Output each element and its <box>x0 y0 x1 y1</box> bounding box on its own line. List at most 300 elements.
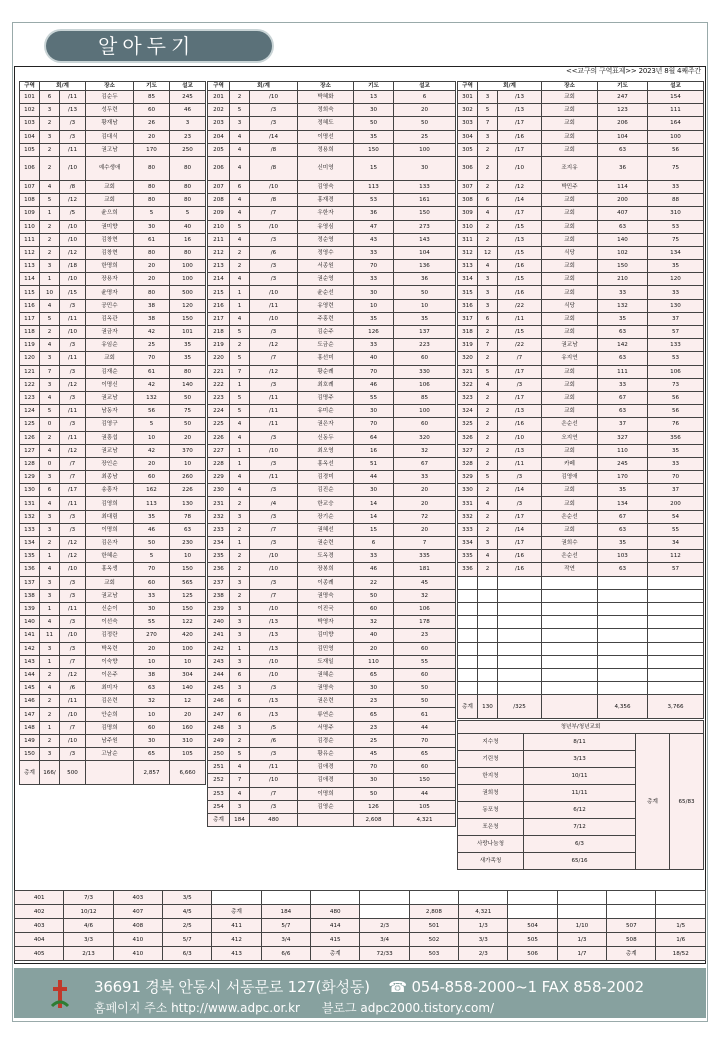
table-row <box>208 391 456 404</box>
prayer-cell: 6 <box>354 537 394 550</box>
prayer-cell: 5 <box>134 418 170 431</box>
sermon-cell: 70 <box>394 734 456 747</box>
total-cell: /10 <box>250 91 298 104</box>
prayer-cell: 44 <box>354 471 394 484</box>
empty-cell <box>542 682 598 695</box>
prayer-cell: 30 <box>134 220 170 233</box>
prayer-cell: 50 <box>354 117 394 130</box>
header-row <box>20 82 206 91</box>
footer-web <box>94 999 494 1016</box>
total-cell: /11 <box>60 431 86 444</box>
empty-cell <box>542 589 598 602</box>
sermon-cell: 154 <box>648 91 704 104</box>
empty-row <box>458 616 704 629</box>
table-row <box>458 104 704 117</box>
total-cell: /12 <box>60 378 86 391</box>
zone-cell: 228 <box>208 457 230 470</box>
place-cell: 공민수 <box>86 299 134 312</box>
sermon-cell: 106 <box>394 602 456 615</box>
count-cell: 5 <box>478 104 498 117</box>
place-cell: 장용자 <box>86 273 134 286</box>
place-cell: 김은자 <box>86 537 134 550</box>
total-cell: /13 <box>498 444 542 457</box>
sermon-cell: 50 <box>394 682 456 695</box>
total-cell: /3 <box>250 537 298 550</box>
place-cell: 교회 <box>542 220 598 233</box>
zone-cell: 223 <box>208 391 230 404</box>
prayer-cell: 35 <box>598 312 648 325</box>
bottom-zone-cell: 413 <box>212 947 261 961</box>
bottom-value-cell: 6/6 <box>261 947 310 961</box>
prayer-cell: 10 <box>134 431 170 444</box>
prayer-cell: 55 <box>354 391 394 404</box>
total-cell: /17 <box>498 207 542 220</box>
empty-cell <box>458 668 478 681</box>
count-cell: 1 <box>230 378 250 391</box>
total-cell: /10 <box>250 444 298 457</box>
empty-cell <box>458 682 478 695</box>
count-cell: 1 <box>40 273 60 286</box>
bottom-value-cell <box>557 905 606 919</box>
table-row <box>208 326 456 339</box>
count-cell: 1 <box>40 550 60 563</box>
zone-cell: 143 <box>20 655 40 668</box>
empty-cell <box>458 616 478 629</box>
count-cell: 4 <box>230 143 250 156</box>
zone-cell: 302 <box>458 104 478 117</box>
table-row <box>20 721 206 734</box>
sermon-cell: 34 <box>648 537 704 550</box>
total-cell: /10 <box>250 312 298 325</box>
zone-cell: 106 <box>20 156 40 180</box>
place-cell: 남주원 <box>86 734 134 747</box>
zone-cell: 120 <box>20 352 40 365</box>
sermon-cell: 37 <box>648 484 704 497</box>
bottom-value-cell: 5/7 <box>261 919 310 933</box>
total-cell: /7 <box>60 471 86 484</box>
count-cell: 6 <box>40 484 60 497</box>
count-cell: 5 <box>230 104 250 117</box>
count-cell: 1 <box>230 457 250 470</box>
department-row <box>458 734 704 751</box>
empty-row <box>458 602 704 615</box>
total-cell: /3 <box>498 378 542 391</box>
zone-cell: 202 <box>208 104 230 117</box>
place-cell: 서종원 <box>298 260 354 273</box>
sermon-cell: 330 <box>394 365 456 378</box>
total-value <box>86 761 134 785</box>
prayer-cell: 30 <box>134 602 170 615</box>
table-row <box>208 761 456 774</box>
zone-cell: 247 <box>208 708 230 721</box>
count-cell: 2 <box>40 734 60 747</box>
total-cell: /8 <box>250 194 298 207</box>
total-cell: /3 <box>250 682 298 695</box>
place-cell: 김경순 <box>298 734 354 747</box>
total-cell: /11 <box>60 312 86 325</box>
place-cell: 교회 <box>542 91 598 104</box>
count-cell: 4 <box>230 787 250 800</box>
zone-cell: 336 <box>458 563 478 576</box>
table-row <box>208 510 456 523</box>
total-cell: /3 <box>60 130 86 143</box>
table-row <box>20 286 206 299</box>
zone-cell: 226 <box>208 431 230 444</box>
bottom-zone-cell: 501 <box>409 919 458 933</box>
zone-cell: 236 <box>208 563 230 576</box>
bottom-zone-cell: 505 <box>508 933 557 947</box>
table-row <box>458 326 704 339</box>
place-cell: 교회 <box>542 143 598 156</box>
empty-cell <box>498 576 542 589</box>
zone-cell: 204 <box>208 130 230 143</box>
prayer-cell: 80 <box>134 286 170 299</box>
count-cell: 7 <box>230 774 250 787</box>
total-cell: /3 <box>60 589 86 602</box>
total-label: 총계 <box>20 761 40 785</box>
prayer-cell: 33 <box>354 246 394 259</box>
prayer-cell: 40 <box>354 629 394 642</box>
sermon-cell: 23 <box>170 130 206 143</box>
place-cell: 권희수 <box>542 537 598 550</box>
count-cell: 3 <box>40 510 60 523</box>
empty-cell <box>542 642 598 655</box>
prayer-cell: 30 <box>354 484 394 497</box>
sermon-cell: 200 <box>648 497 704 510</box>
total-cell: /13 <box>498 104 542 117</box>
total-cell: /12 <box>60 668 86 681</box>
bottom-zone-cell: 407 <box>113 905 162 919</box>
total-cell: /6 <box>250 734 298 747</box>
prayer-cell: 46 <box>354 563 394 576</box>
sermon-cell: 57 <box>648 326 704 339</box>
prayer-cell: 36 <box>354 207 394 220</box>
prayer-cell: 200 <box>598 194 648 207</box>
sermon-cell: 335 <box>394 550 456 563</box>
total-value: 2,608 <box>354 813 394 826</box>
total-cell: /7 <box>60 721 86 734</box>
sermon-cell: 32 <box>394 444 456 457</box>
prayer-cell: 67 <box>598 510 648 523</box>
zone-cell: 130 <box>20 484 40 497</box>
sermon-cell: 44 <box>394 721 456 734</box>
bottom-zone-cell <box>409 891 458 905</box>
count-cell: 3 <box>478 273 498 286</box>
table-row <box>20 246 206 259</box>
zone-cell: 208 <box>208 194 230 207</box>
place-cell: 안순희 <box>86 708 134 721</box>
col-header-prayer: 기도 <box>354 82 394 91</box>
count-cell: 3 <box>230 602 250 615</box>
table-row <box>208 695 456 708</box>
notice-text: <<교구의 구역표제>> 2023년 8월 4째주간 <box>565 67 701 75</box>
place-cell: 권은련 <box>298 695 354 708</box>
sermon-cell: 320 <box>394 431 456 444</box>
department-name: 권희청 <box>458 785 524 802</box>
sermon-cell: 10 <box>394 299 456 312</box>
sermon-cell: 65 <box>394 748 456 761</box>
prayer-cell: 26 <box>134 117 170 130</box>
zone-cell: 110 <box>20 220 40 233</box>
zone-cell: 132 <box>20 510 40 523</box>
zone-cell: 118 <box>20 326 40 339</box>
sermon-cell: 273 <box>394 220 456 233</box>
sermon-cell: 106 <box>394 378 456 391</box>
bottom-zone-cell: 403 <box>113 891 162 905</box>
total-cell: /7 <box>250 787 298 800</box>
zone-cell: 213 <box>208 260 230 273</box>
col-header-prayer: 기도 <box>134 82 170 91</box>
table-row <box>208 339 456 352</box>
prayer-cell: 13 <box>354 91 394 104</box>
prayer-cell: 64 <box>354 431 394 444</box>
col-header-zone: 구역 <box>208 82 230 91</box>
prayer-cell: 20 <box>134 642 170 655</box>
table-row <box>208 405 456 418</box>
empty-cell <box>648 655 704 668</box>
place-cell: 이명선 <box>298 130 354 143</box>
zone-cell: 312 <box>458 246 478 259</box>
count-cell: 4 <box>230 471 250 484</box>
place-cell: 교회 <box>86 180 134 193</box>
total-row <box>208 813 456 826</box>
homepage-link[interactable]: 홈페이지 주소 http://www.adpc.or.kr <box>94 1001 300 1015</box>
count-cell: 5 <box>40 194 60 207</box>
table-row <box>208 91 456 104</box>
bottom-zone-cell: 480 <box>311 905 360 919</box>
sermon-cell: 20 <box>170 431 206 444</box>
sermon-cell: 111 <box>648 104 704 117</box>
total-cell: /5 <box>250 721 298 734</box>
zone-cell: 140 <box>20 616 40 629</box>
empty-cell <box>648 642 704 655</box>
table-row <box>20 668 206 681</box>
total-cell: /7 <box>250 523 298 536</box>
empty-cell <box>458 589 478 602</box>
zone-cell: 232 <box>208 510 230 523</box>
table-row <box>458 352 704 365</box>
total-cell: /7 <box>60 655 86 668</box>
prayer-cell: 25 <box>134 339 170 352</box>
count-cell: 2 <box>478 457 498 470</box>
col-header-zone: 구역 <box>20 82 40 91</box>
empty-cell <box>598 602 648 615</box>
sermon-cell: 60 <box>394 668 456 681</box>
sermon-cell: 106 <box>648 365 704 378</box>
prayer-cell: 32 <box>134 695 170 708</box>
total-cell: /3 <box>250 431 298 444</box>
sermon-cell: 245 <box>170 91 206 104</box>
total-cell: /11 <box>250 299 298 312</box>
bottom-zone-cell: 504 <box>508 919 557 933</box>
bottom-zone-cell: 503 <box>409 947 458 961</box>
prayer-cell: 80 <box>134 246 170 259</box>
table-row <box>458 378 704 391</box>
sermon-cell: 50 <box>394 695 456 708</box>
prayer-cell: 42 <box>134 444 170 457</box>
sermon-cell: 35 <box>648 260 704 273</box>
prayer-cell: 30 <box>354 286 394 299</box>
prayer-cell: 5 <box>134 207 170 220</box>
total-row <box>458 695 704 719</box>
zone-cell: 141 <box>20 629 40 642</box>
table-row <box>20 260 206 273</box>
bottom-zone-cell: 총계 <box>212 905 261 919</box>
table-row <box>208 537 456 550</box>
prayer-cell: 25 <box>354 734 394 747</box>
prayer-cell: 270 <box>134 629 170 642</box>
sermon-cell: 33 <box>394 471 456 484</box>
table-100s <box>19 81 206 785</box>
place-cell: 홍선미 <box>298 352 354 365</box>
empty-cell <box>458 642 478 655</box>
table-row <box>458 273 704 286</box>
zone-cell: 215 <box>208 286 230 299</box>
zone-cell: 131 <box>20 497 40 510</box>
table-row <box>208 589 456 602</box>
total-cell: /10 <box>498 431 542 444</box>
zone-cell: 301 <box>458 91 478 104</box>
count-cell: 3 <box>230 629 250 642</box>
zone-cell: 246 <box>208 695 230 708</box>
total-cell: /12 <box>250 339 298 352</box>
bottom-zone-cell: 410 <box>113 947 162 961</box>
empty-cell <box>542 629 598 642</box>
count-cell: 3 <box>478 299 498 312</box>
count-cell: 6 <box>230 180 250 193</box>
empty-cell <box>498 602 542 615</box>
sermon-cell: 60 <box>394 418 456 431</box>
bottom-summary-table <box>14 890 706 961</box>
total-cell: /3 <box>250 117 298 130</box>
prayer-cell: 111 <box>598 365 648 378</box>
sermon-cell: 55 <box>648 523 704 536</box>
table-row <box>458 117 704 130</box>
sermon-cell: 104 <box>394 246 456 259</box>
total-cell: /15 <box>498 273 542 286</box>
empty-cell <box>542 616 598 629</box>
zone-cell: 117 <box>20 312 40 325</box>
empty-cell <box>458 602 478 615</box>
prayer-cell: 35 <box>354 312 394 325</box>
total-cell: /10 <box>250 220 298 233</box>
prayer-cell: 113 <box>134 497 170 510</box>
sermon-cell: 33 <box>648 457 704 470</box>
zone-cell: 201 <box>208 91 230 104</box>
total-cell: /13 <box>250 695 298 708</box>
count-cell: 4 <box>40 497 60 510</box>
prayer-cell: 16 <box>354 444 394 457</box>
zone-cell: 333 <box>458 523 478 536</box>
zone-cell: 217 <box>208 312 230 325</box>
prayer-cell: 46 <box>134 523 170 536</box>
count-cell: 11 <box>40 629 60 642</box>
department-table <box>457 720 704 870</box>
table-row <box>458 194 704 207</box>
zone-cell: 111 <box>20 233 40 246</box>
zone-cell: 327 <box>458 444 478 457</box>
church-logo-icon <box>50 978 70 1010</box>
total-value: 4,356 <box>598 695 648 719</box>
zone-cell: 150 <box>20 748 40 761</box>
total-cell: /17 <box>498 391 542 404</box>
table-row <box>208 299 456 312</box>
place-cell: 교회 <box>542 497 598 510</box>
prayer-cell: 30 <box>354 682 394 695</box>
sermon-cell: 67 <box>394 457 456 470</box>
sermon-cell: 56 <box>648 405 704 418</box>
blog-link[interactable]: 블로그 adpc2000.tistory.com/ <box>321 1001 495 1015</box>
place-cell: 김민영 <box>298 642 354 655</box>
total-cell: /11 <box>60 91 86 104</box>
col-header-sermon: 설교 <box>170 82 206 91</box>
place-cell: 권순련 <box>298 537 354 550</box>
total-cell: /3 <box>250 233 298 246</box>
bottom-value-cell <box>360 905 409 919</box>
zone-cell: 238 <box>208 589 230 602</box>
sermon-cell: 61 <box>394 708 456 721</box>
zone-cell: 134 <box>20 537 40 550</box>
sermon-cell: 150 <box>394 774 456 787</box>
sermon-cell: 50 <box>170 391 206 404</box>
sermon-cell: 35 <box>170 339 206 352</box>
prayer-cell: 33 <box>354 550 394 563</box>
department-name: 동포청 <box>458 802 524 819</box>
count-cell: 3 <box>230 721 250 734</box>
total-value: 6,660 <box>170 761 206 785</box>
sermon-cell: 160 <box>170 721 206 734</box>
sermon-cell: 112 <box>648 550 704 563</box>
table-row <box>458 91 704 104</box>
department-count: 6/12 <box>524 802 636 819</box>
prayer-cell: 247 <box>598 91 648 104</box>
total-cell: /3 <box>498 471 542 484</box>
place-cell: 이명희 <box>298 787 354 800</box>
sermon-cell: 72 <box>394 510 456 523</box>
place-cell: 교회 <box>542 273 598 286</box>
empty-cell <box>598 629 648 642</box>
count-cell: 5 <box>230 391 250 404</box>
table-row <box>208 774 456 787</box>
zone-cell: 315 <box>458 286 478 299</box>
sermon-cell: 105 <box>394 800 456 813</box>
empty-row <box>458 589 704 602</box>
prayer-cell: 70 <box>134 563 170 576</box>
count-cell: 6 <box>230 695 250 708</box>
sermon-cell: 37 <box>648 312 704 325</box>
empty-cell <box>498 655 542 668</box>
total-cell: /15 <box>60 286 86 299</box>
sermon-cell: 33 <box>648 180 704 193</box>
sermon-cell: 63 <box>170 523 206 536</box>
total-cell: /14 <box>498 484 542 497</box>
place-cell: 황유순 <box>298 748 354 761</box>
total-cell: /10 <box>250 668 298 681</box>
table-row <box>20 104 206 117</box>
prayer-cell: 70 <box>134 352 170 365</box>
prayer-cell: 63 <box>598 143 648 156</box>
zone-cell: 101 <box>20 91 40 104</box>
sermon-cell: 181 <box>394 563 456 576</box>
empty-row <box>458 668 704 681</box>
count-cell: 3 <box>478 130 498 143</box>
prayer-cell: 55 <box>134 616 170 629</box>
sermon-cell: 20 <box>394 523 456 536</box>
bottom-value-cell <box>360 891 409 905</box>
total-cell: /12 <box>250 365 298 378</box>
zone-cell: 325 <box>458 418 478 431</box>
bottom-value-cell: 1/10 <box>557 919 606 933</box>
